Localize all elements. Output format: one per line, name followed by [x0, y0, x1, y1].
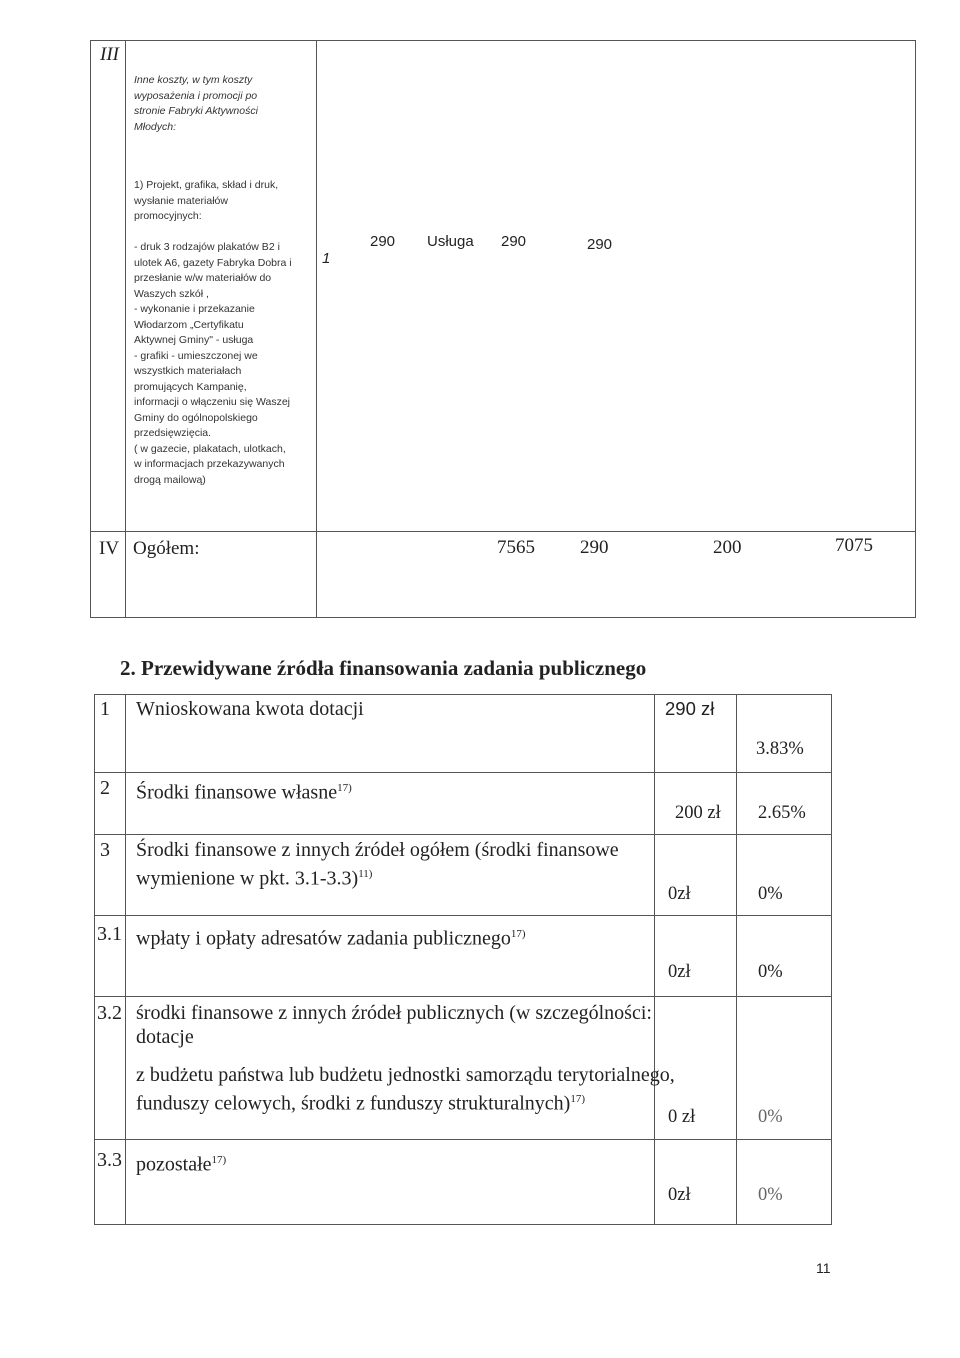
row-iii-grant-amount: 290	[587, 236, 613, 253]
fin-row-percent: 3.83%	[756, 739, 804, 759]
fin-row-text: wpłaty i opłaty adresatów zadania publicznego	[136, 927, 511, 950]
fin-row-amount: 0 zł	[668, 1107, 696, 1127]
desc-line: w informacjach przekazywanych	[134, 458, 285, 470]
row-number-iv: IV	[99, 538, 120, 559]
footnote-ref: 17)	[211, 1154, 227, 1166]
row-iv-label: Ogółem:	[133, 538, 200, 559]
desc-line: drogą mailową)	[134, 473, 206, 486]
fin-row-amount: 0zł	[668, 962, 691, 982]
fin-row-text: pozostałe	[136, 1153, 212, 1176]
row-iv-own: 200	[713, 537, 742, 558]
fin-row-label: Wnioskowana kwota dotacji	[136, 698, 364, 720]
footnote-ref: 11)	[358, 868, 373, 880]
fin-row-number: 3	[100, 839, 110, 861]
desc-line: - grafiki - umieszczonej we	[134, 349, 258, 362]
fin-row-text: wymienione w pkt. 3.1-3.3)$^{11)}$	[136, 867, 373, 890]
row-iv-grant: 290	[580, 537, 609, 558]
fin-row-amount: 290 zł	[665, 698, 715, 719]
fin-row-label	[136, 922, 526, 951]
fin-row-text: Środki finansowe własne	[136, 781, 338, 804]
footnote-ref: 17)	[570, 1093, 586, 1105]
desc-line: przedsięwzięcia.	[134, 427, 212, 439]
desc-line	[134, 225, 292, 241]
row-iii-total-cost: 290	[501, 233, 527, 250]
desc-line: wysłanie materiałów	[134, 194, 228, 207]
desc-line: Gminy do ogólnopolskiego	[134, 411, 258, 424]
fin-row-text: środki finansowe z innych źródeł publicznych (w szczególności:	[136, 1002, 652, 1024]
fin-row-number: 3.3	[97, 1149, 122, 1171]
fin-row-percent: 0%	[758, 1107, 783, 1127]
desc-line: promocyjnych:	[134, 210, 202, 222]
fin-row-percent: 0%	[758, 884, 783, 904]
row-iv-total: 7565	[497, 537, 535, 558]
row-iii-description	[134, 178, 292, 488]
desc-line: ulotek A6, gazety Fabryka Dobra i	[134, 256, 292, 269]
desc-line: wszystkich materiałach	[134, 365, 242, 377]
row-iii-quantity: 1	[322, 250, 331, 267]
row-iv-other: 7075	[835, 535, 873, 556]
heading-line: wyposażenia i promocji po	[134, 89, 258, 102]
row-number-iii: III	[100, 44, 119, 65]
desc-line: Włodarzom „Certyfikatu	[134, 318, 244, 331]
desc-line: - wykonanie i przekazanie	[134, 303, 255, 315]
desc-line: Waszych szkół ,	[134, 287, 209, 300]
fin-row-number: 3.1	[97, 923, 122, 945]
fin-row-text: dotacje	[136, 1026, 194, 1048]
desc-line: ( w gazecie, plakatach, ulotkach,	[134, 442, 286, 455]
desc-line: przesłanie w/w materiałów do	[134, 272, 272, 284]
row-iii-heading	[134, 73, 258, 135]
fin-row-number: 3.2	[97, 1002, 122, 1024]
desc-line: 1) Projekt, grafika, skład i druk,	[134, 179, 279, 191]
fin-row-label	[136, 776, 352, 805]
heading-line: stronie Fabryki Aktywności	[134, 105, 258, 117]
footnote-ref: 17)	[337, 782, 352, 794]
fin-row-number: 1	[100, 698, 110, 720]
fin-row-amount: 0zł	[668, 1185, 691, 1205]
footnote-ref: 17)	[510, 928, 526, 940]
fin-row-label	[136, 1148, 226, 1177]
desc-line: - druk 3 rodzajów plakatów B2 i	[134, 241, 280, 253]
page-number: 11	[816, 1260, 831, 1276]
fin-row-amount: 0zł	[668, 884, 691, 904]
fin-row-label	[136, 1001, 675, 1116]
fin-row-percent: 0%	[758, 1185, 783, 1205]
fin-row-text: z budżetu państwa lub budżetu jednostki samorządu terytorialnego,	[136, 1064, 675, 1086]
fin-row-amount: 200 zł	[675, 803, 721, 823]
fin-row-text: Środki finansowe z innych źródeł ogółem (środki finansowe	[136, 839, 619, 861]
section-2-heading: 2. Przewidywane źródła finansowania zadania publicznego	[120, 656, 647, 680]
fin-row-text: funduszy celowych, środki z funduszy strukturalnych)$^{17)}$	[136, 1092, 586, 1115]
desc-line: Aktywnej Gminy" - usługa	[134, 334, 254, 346]
heading-line: Młodych:	[134, 120, 177, 133]
heading-line: Inne koszty, w tym koszty	[134, 74, 253, 86]
fin-row-percent: 0%	[758, 962, 783, 982]
desc-line: promujących Kampanię,	[134, 380, 247, 393]
row-iii-unit-type: Usługa	[427, 233, 474, 250]
fin-row-label	[136, 838, 619, 891]
fin-row-number: 2	[100, 777, 110, 799]
row-iii-unit-cost: 290	[370, 233, 396, 250]
fin-row-percent: 2.65%	[758, 803, 806, 823]
desc-line: informacji o włączeniu się Waszej	[134, 396, 290, 408]
